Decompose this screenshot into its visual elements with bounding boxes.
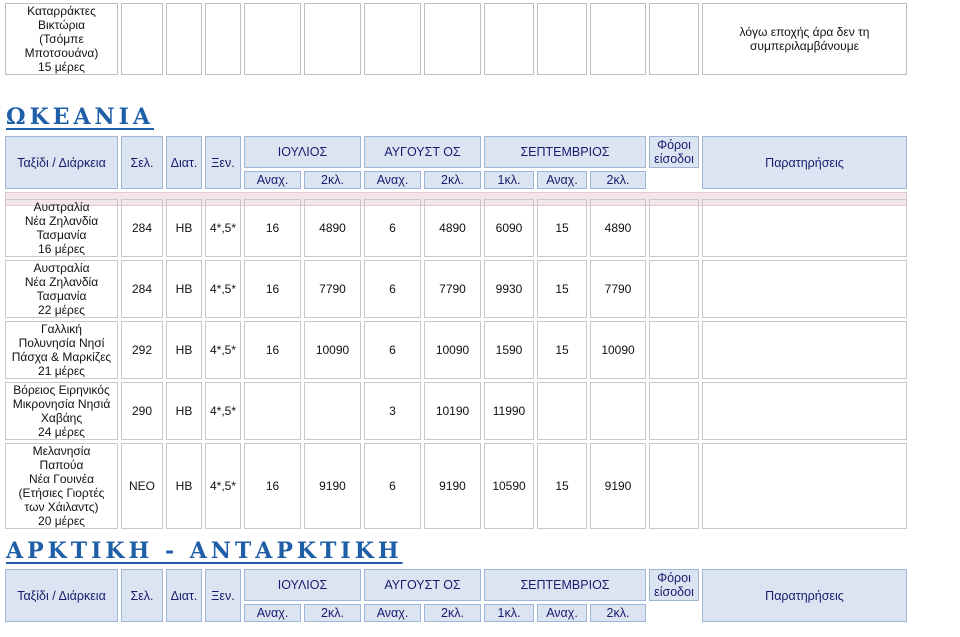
hotel-cell: 4*,5* [205,199,241,257]
sub-2nd-class: 2κλ. [424,604,481,622]
sep-price-cell: 9190 [590,443,646,529]
empty-cell [537,3,587,75]
empty-cell [590,3,646,75]
empty-cell [205,3,241,75]
trip-name-line: 20 μέρες [38,514,85,528]
note-line: λόγω εποχής άρα δεν τη [739,25,870,39]
sep-1st-class-cell: 10590 [484,443,534,529]
trip-name-line: Χαβάης [40,411,83,425]
sub-departure: Αναχ. [537,171,587,189]
sep-departure-cell: 15 [537,443,587,529]
sub-2nd-class: 2κλ. [590,171,646,189]
july-departure-cell: 16 [244,321,301,379]
taxes-cell [649,382,699,440]
trip-name-line: Αυστραλία [33,261,90,275]
sep-1st-class-cell: 1590 [484,321,534,379]
aug-price-cell: 7790 [424,260,481,318]
col-notes: Παρατηρήσεις [702,569,907,622]
col-stay: Διατ. [166,569,202,622]
hotel-cell: 4*,5* [205,443,241,529]
trip-name-line: Μποτσουάνα) [24,46,99,60]
july-price-cell [304,382,361,440]
col-pages: Σελ. [121,136,163,189]
sub-2nd-class: 2κλ. [424,171,481,189]
july-departure-cell: 16 [244,260,301,318]
trip-name-cell [5,321,118,379]
section-title-arctic-antarctic: ΑΡΚΤΙΚΗ - ΑΝΤΑΡΚΤΙΚΗ [6,538,403,564]
aug-price-cell: 4890 [424,199,481,257]
aug-departure-cell: 6 [364,260,421,318]
sub-departure: Αναχ. [364,171,421,189]
empty-cell [166,3,202,75]
trip-name-line: Αυστραλία [33,200,90,214]
trip-name-line: 15 μέρες [38,60,85,74]
notes-cell [702,321,907,379]
sep-price-cell: 7790 [590,260,646,318]
trip-name-line: Νέα Ζηλανδία [24,275,99,289]
notes-cell [702,443,907,529]
sep-1st-class-cell: 6090 [484,199,534,257]
board-cell: HB [166,199,202,257]
july-price-cell: 4890 [304,199,361,257]
taxes-cell [649,260,699,318]
sep-1st-class-cell: 11990 [484,382,534,440]
trip-name-line: Παπούα [39,458,84,472]
col-pages: Σελ. [121,569,163,622]
section-title-oceania: ΩΚΕΑΝΙΑ [6,104,155,130]
board-cell: HB [166,260,202,318]
board-cell: HB [166,321,202,379]
trip-name-line: Τασμανία [36,289,87,303]
sub-2nd-class: 2κλ. [590,604,646,622]
arctic-table-header [2,566,910,625]
sub-1st-class: 1κλ. [484,171,534,189]
aug-price-cell: 10090 [424,321,481,379]
hotel-cell: 4*,5* [205,382,241,440]
trip-name-cell [5,199,118,257]
sep-departure-cell: 15 [537,321,587,379]
empty-cell [649,3,699,75]
empty-cell [121,3,163,75]
trip-name-line: Πάσχα & Μαρκίζες [11,350,112,364]
july-departure-cell: 16 [244,199,301,257]
aug-departure-cell: 3 [364,382,421,440]
col-hotel: Ξεν. [205,569,241,622]
col-july: ΙΟΥΛΙΟΣ [244,136,361,168]
trip-name-line: (Τσόμπε [39,32,84,46]
oceania-table-body [2,196,910,532]
sub-departure: Αναχ. [537,604,587,622]
col-september: ΣΕΠΤΕΜΒΡΙΟΣ [484,569,646,601]
taxes-cell [649,443,699,529]
taxes-cell [649,199,699,257]
sub-2nd-class: 2κλ. [304,171,361,189]
trip-name-line: 16 μέρες [38,242,85,256]
july-price-cell: 10090 [304,321,361,379]
col-august: ΑΥΓΟΥΣΤ ΟΣ [364,569,481,601]
trip-name-line: Πολυνησία Νησί [18,336,105,350]
notes-cell [702,3,907,75]
empty-cell [364,3,421,75]
trip-name-line: Νέα Ζηλανδία [24,214,99,228]
table-row [5,443,907,529]
sep-price-cell: 10090 [590,321,646,379]
aug-price-cell: 9190 [424,443,481,529]
empty-cell [424,3,481,75]
table-row [5,382,907,440]
col-july: ΙΟΥΛΙΟΣ [244,569,361,601]
trip-name-cell [5,443,118,529]
trip-name-line: Καταρράκτες [27,4,96,18]
hotel-cell: 4*,5* [205,321,241,379]
table-row [5,199,907,257]
taxes-cell [649,321,699,379]
col-trip: Ταξίδι / Διάρκεια [5,569,118,622]
sep-price-cell [590,382,646,440]
trip-name-line: Τασμανία [36,228,87,242]
sub-departure: Αναχ. [364,604,421,622]
empty-cell [244,3,301,75]
sub-departure: Αναχ. [244,604,301,622]
notes-cell [702,260,907,318]
sep-departure-cell [537,382,587,440]
notes-cell [702,199,907,257]
trip-name-line: Μελανησία [32,444,91,458]
col-september: ΣΕΠΤΕΜΒΡΙΟΣ [484,136,646,168]
trip-name-line: Γαλλική [41,322,82,336]
trip-name-line: (Ετήσιες Γιορτές [18,486,105,500]
sep-1st-class-cell: 9930 [484,260,534,318]
trip-name-line: 24 μέρες [38,425,85,439]
trip-name-line: 22 μέρες [38,303,85,317]
july-price-cell: 9190 [304,443,361,529]
trip-name-line: Μικρονησία Νησιά [12,397,111,411]
july-price-cell: 7790 [304,260,361,318]
col-august: ΑΥΓΟΥΣΤ ΟΣ [364,136,481,168]
trip-name-line: Βόρειος Ειρηνικός [13,383,110,397]
col-taxes: Φόροι είσοδοι [649,136,699,168]
sep-departure-cell: 15 [537,199,587,257]
hotel-cell: 4*,5* [205,260,241,318]
sep-price-cell: 4890 [590,199,646,257]
page-cell: 290 [121,382,163,440]
board-cell: HB [166,382,202,440]
note-line: συμπεριλαμβάνουμε [749,39,859,53]
trip-name-line: Βικτώρια [37,18,86,32]
table-row [5,321,907,379]
july-departure-cell: 16 [244,443,301,529]
page-cell: 284 [121,260,163,318]
trip-name-line: 21 μέρες [38,364,85,378]
empty-cell [304,3,361,75]
trip-name-cell [5,260,118,318]
col-stay: Διατ. [166,136,202,189]
sub-2nd-class: 2κλ. [304,604,361,622]
aug-departure-cell: 6 [364,199,421,257]
page-cell: 292 [121,321,163,379]
sub-1st-class: 1κλ. [484,604,534,622]
trip-name-cell [5,3,118,75]
aug-price-cell: 10190 [424,382,481,440]
prev-section-last-row [2,0,910,78]
aug-departure-cell: 6 [364,321,421,379]
aug-departure-cell: 6 [364,443,421,529]
col-notes: Παρατηρήσεις [702,136,907,189]
board-cell: HB [166,443,202,529]
empty-cell [484,3,534,75]
col-hotel: Ξεν. [205,136,241,189]
trip-name-line: Νέα Γουινέα [28,472,95,486]
table-row [5,260,907,318]
col-trip: Ταξίδι / Διάρκεια [5,136,118,189]
july-departure-cell [244,382,301,440]
notes-cell [702,382,907,440]
col-taxes: Φόροι είσοδοι [649,569,699,601]
page-cell: NEO [121,443,163,529]
trip-name-cell [5,382,118,440]
trip-name-line: των Χάιλαντς) [24,500,99,514]
page-cell: 284 [121,199,163,257]
sub-departure: Αναχ. [244,171,301,189]
sep-departure-cell: 15 [537,260,587,318]
